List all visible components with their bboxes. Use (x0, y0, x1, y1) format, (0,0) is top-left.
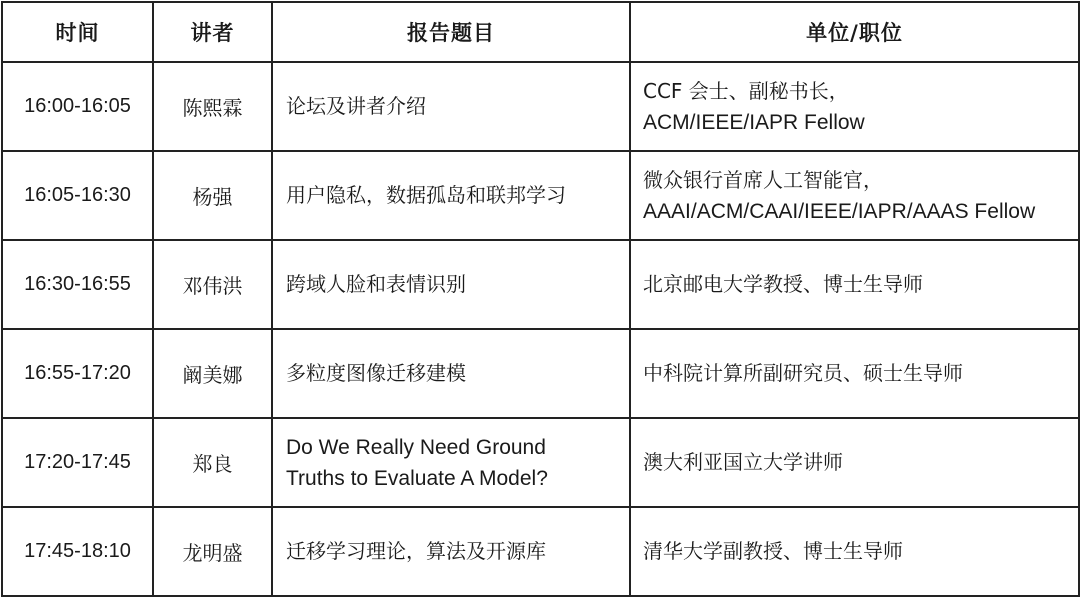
cell-time: 17:45-18:10 (2, 507, 153, 596)
table-row (2, 62, 1079, 151)
affiliation-line: 清华大学副教授、博士生导师 (643, 539, 903, 563)
table-row (2, 507, 1079, 596)
cell-title (272, 507, 630, 596)
table-row (2, 418, 1079, 507)
affiliation-line: AAAI/ACM/CAAI/IEEE/IAPR/AAAS Fellow (643, 199, 1036, 223)
cell-title (272, 151, 630, 240)
title-line: Truths to Evaluate A Model? (286, 466, 548, 490)
cell-title (272, 418, 630, 507)
header-time: 时间 (2, 2, 153, 62)
title-line: 迁移学习理论，算法及开源库 (286, 539, 546, 563)
affiliation-line: 北京邮电大学教授、博士生导师 (643, 272, 923, 296)
cell-affiliation (630, 151, 1079, 240)
cell-speaker: 陈熙霖 (153, 62, 272, 151)
affiliation-line: 澳大利亚国立大学讲师 (643, 450, 843, 474)
cell-affiliation (630, 507, 1079, 596)
title-line: 用户隐私，数据孤岛和联邦学习 (286, 183, 566, 207)
cell-affiliation (630, 62, 1079, 151)
cell-time: 16:55-17:20 (2, 329, 153, 418)
cell-speaker: 杨强 (153, 151, 272, 240)
table-row (2, 329, 1079, 418)
table-row (2, 151, 1079, 240)
title-line: 多粒度图像迁移建模 (286, 361, 466, 385)
schedule-table (1, 1, 1080, 597)
affiliation-line: 微众银行首席人工智能官， (643, 167, 883, 192)
title-line: 跨域人脸和表情识别 (286, 272, 466, 296)
title-line: 论坛及讲者介绍 (286, 94, 426, 118)
cell-affiliation (630, 418, 1079, 507)
schedule-body (2, 62, 1079, 596)
cell-speaker: 阚美娜 (153, 329, 272, 418)
table-row (2, 240, 1079, 329)
header-row (2, 2, 1079, 62)
affiliation-line: 中科院计算所副研究员、硕士生导师 (643, 361, 963, 385)
cell-time: 16:05-16:30 (2, 151, 153, 240)
cell-time: 16:30-16:55 (2, 240, 153, 329)
cell-speaker: 龙明盛 (153, 507, 272, 596)
affiliation-line: CCF 会士、副秘书长， (643, 78, 849, 103)
cell-affiliation (630, 240, 1079, 329)
cell-title (272, 240, 630, 329)
cell-time: 17:20-17:45 (2, 418, 153, 507)
cell-speaker: 邓伟洪 (153, 240, 272, 329)
title-line: Do We Really Need Ground (286, 435, 546, 459)
cell-title (272, 62, 630, 151)
affiliation-line: ACM/IEEE/IAPR Fellow (643, 110, 865, 134)
cell-speaker: 郑良 (153, 418, 272, 507)
header-affiliation: 单位/职位 (630, 2, 1079, 62)
cell-affiliation (630, 329, 1079, 418)
header-speaker: 讲者 (153, 2, 272, 62)
cell-time: 16:00-16:05 (2, 62, 153, 151)
header-title: 报告题目 (272, 2, 630, 62)
cell-title (272, 329, 630, 418)
